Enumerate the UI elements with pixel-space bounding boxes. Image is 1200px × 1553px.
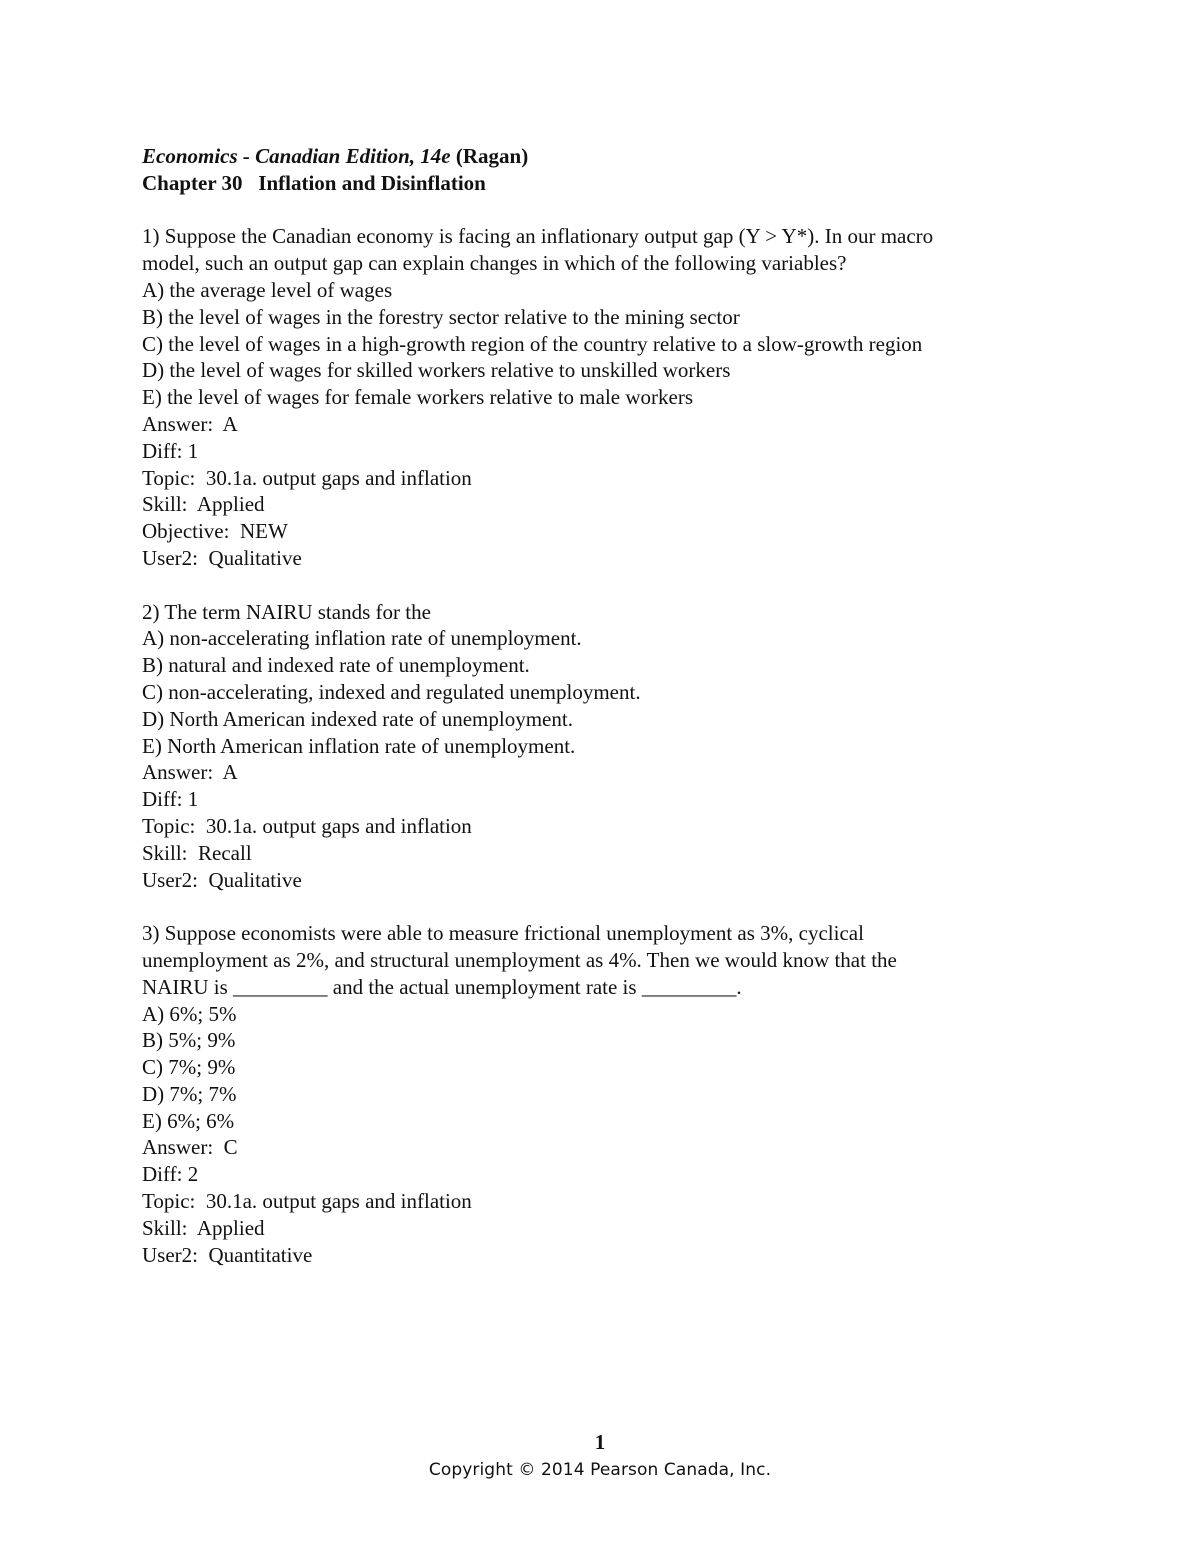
skill: Skill: Applied <box>142 1215 265 1240</box>
answer-option-b: B) 5%; 9% <box>142 1028 236 1053</box>
answer-option-e: E) North American inflation rate of unemployment. <box>142 733 576 758</box>
page-content <box>142 143 1062 1268</box>
difficulty: Diff: 1 <box>142 787 199 812</box>
book-title-line <box>142 143 1062 170</box>
answer-option-a: A) non-accelerating inflation rate of unemployment. <box>142 626 582 651</box>
topic: Topic: 30.1a. output gaps and inflation <box>142 1189 472 1214</box>
answer-option-e: E) the level of wages for female workers relative to male workers <box>142 385 694 410</box>
question-2 <box>142 599 1062 894</box>
question-stem-line: unemployment as 2%, and structural unemployment as 4%. Then we would know that the <box>142 947 897 972</box>
spacer <box>142 893 1062 920</box>
question-stem-line: 3) Suppose economists were able to measure frictional unemployment as 3%, cyclical <box>142 921 864 946</box>
question-stem-line: 2) The term NAIRU stands for the <box>142 599 431 624</box>
chapter-title: Chapter 30 Inflation and Disinflation <box>142 170 486 195</box>
page-number: 1 <box>594 1430 606 1454</box>
answer-option-d: D) North American indexed rate of unemployment. <box>142 706 573 731</box>
question-3 <box>142 920 1062 1268</box>
answer-option-b: B) natural and indexed rate of unemployment. <box>142 653 530 678</box>
skill: Skill: Recall <box>142 840 252 865</box>
question-stem-line: 1) Suppose the Canadian economy is facing an inflationary output gap (Y > Y*). In our macro <box>142 224 934 249</box>
answer-option-e: E) 6%; 6% <box>142 1108 235 1133</box>
difficulty: Diff: 1 <box>142 438 199 463</box>
answer-key: Answer: A <box>142 411 238 436</box>
answer-option-c: C) the level of wages in a high-growth region of the country relative to a slow-growth region <box>142 331 923 356</box>
skill: Skill: Applied <box>142 492 265 517</box>
spacer <box>142 197 1062 224</box>
answer-option-a: A) 6%; 5% <box>142 1001 237 1026</box>
answer-option-d: D) the level of wages for skilled workers relative to unskilled workers <box>142 358 731 383</box>
objective: Objective: NEW <box>142 519 288 544</box>
question-1 <box>142 223 1062 571</box>
answer-option-c: C) 7%; 9% <box>142 1055 236 1080</box>
answer-option-d: D) 7%; 7% <box>142 1081 237 1106</box>
spacer <box>142 572 1062 599</box>
answer-option-b: B) the level of wages in the forestry sector relative to the mining sector <box>142 304 740 329</box>
answer-option-c: C) non-accelerating, indexed and regulated unemployment. <box>142 679 641 704</box>
question-stem-line: model, such an output gap can explain changes in which of the following variables? <box>142 251 847 276</box>
topic: Topic: 30.1a. output gaps and inflation <box>142 465 472 490</box>
user2: User2: Qualitative <box>142 545 302 570</box>
copyright-notice: Copyright © 2014 Pearson Canada, Inc. <box>428 1460 772 1480</box>
book-title: Economics - Canadian Edition, 14e <box>142 144 451 168</box>
answer-option-a: A) the average level of wages <box>142 277 393 302</box>
user2: User2: Qualitative <box>142 867 302 892</box>
book-author: (Ragan) <box>455 144 529 168</box>
user2: User2: Quantitative <box>142 1242 313 1267</box>
answer-key: Answer: C <box>142 1135 238 1160</box>
difficulty: Diff: 2 <box>142 1162 199 1187</box>
topic: Topic: 30.1a. output gaps and inflation <box>142 813 472 838</box>
answer-key: Answer: A <box>142 760 238 785</box>
question-stem-line: NAIRU is _________ and the actual unemployment rate is _________. <box>142 974 742 999</box>
